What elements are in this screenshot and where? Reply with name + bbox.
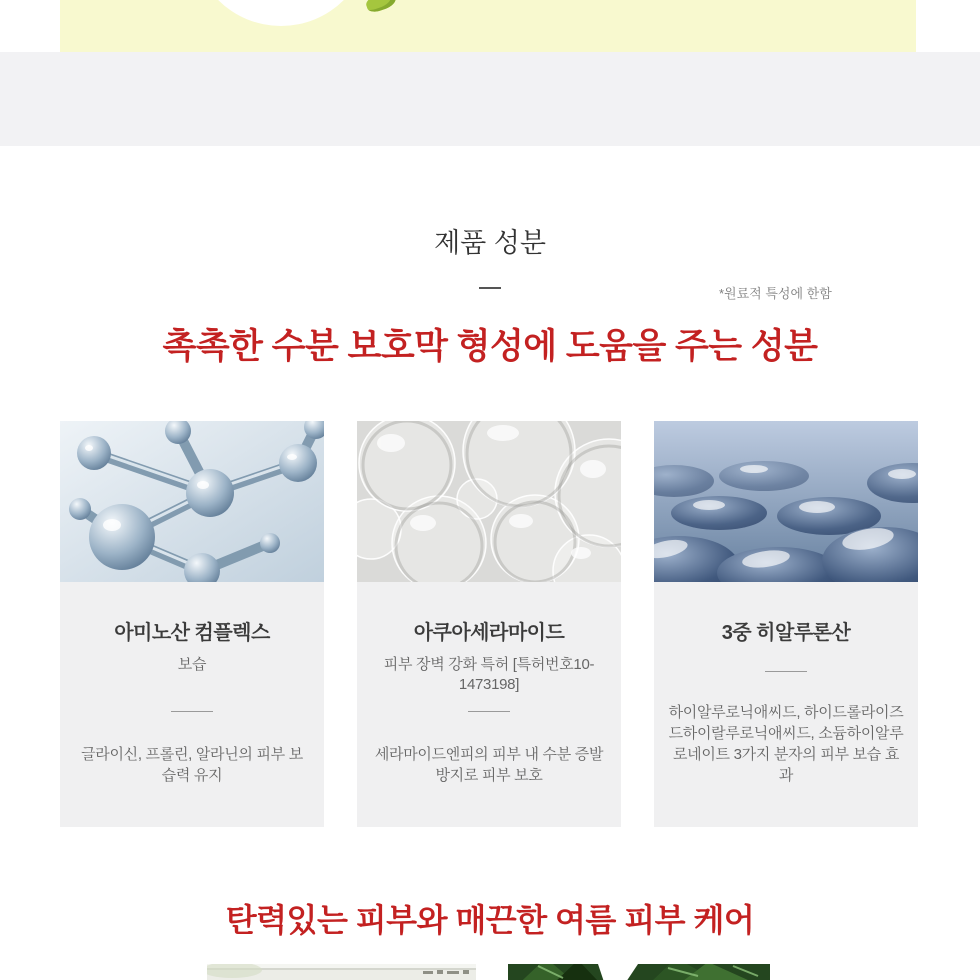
card-title: 아미노산 컴플렉스: [114, 622, 270, 644]
card-divider: [765, 671, 807, 672]
card-description: 글라이신, 프롤린, 알라닌의 피부 보습력 유지: [81, 746, 303, 784]
molecule-structure-photo: [60, 421, 324, 582]
card-divider: [171, 711, 213, 712]
title-dash-divider: [479, 287, 501, 289]
product-photo-cropped: [207, 964, 476, 980]
card-title: 3중 히알루론산: [721, 622, 851, 644]
section-divider-band: [0, 52, 980, 146]
ingredient-card-aqua-ceramide: [357, 421, 621, 827]
card-text-panel: [654, 582, 918, 827]
clear-bubbles-photo: [357, 421, 621, 582]
summer-care-headline: 탄력있는 피부와 매끈한 여름 피부 케어: [225, 902, 755, 938]
ingredients-headline: 촉촉한 수분 보호막 형성에 도움을 주는 성분: [162, 327, 818, 366]
card-description: 하이알루로닉애씨드, 하이드롤라이즈드하이랄루로닉애씨드, 소듐하이알루로네이트 3가지 분자의 피부 보습 효과: [668, 704, 904, 784]
blue-water-drops-photo: [654, 421, 918, 582]
green-leaves-photo-cropped: [508, 964, 770, 980]
leaf-graphic: [364, 0, 397, 14]
footnote: *원료적 특성에 한함: [719, 286, 832, 301]
card-title: 아쿠아세라마이드: [413, 622, 565, 644]
banner-circle-graphic: [192, 0, 370, 26]
card-description: 세라마이드엔피의 피부 내 수분 증발 방지로 피부 보호: [374, 746, 604, 784]
card-divider: [468, 711, 510, 712]
card-text-panel: [357, 582, 621, 827]
ingredient-card-amino-acid: [60, 421, 324, 827]
ingredient-card-hyaluronic: [654, 421, 918, 827]
top-banner: [60, 0, 916, 52]
card-subtitle: 피부 장벽 강화 특허 [특허번호10-1473198]: [383, 656, 595, 693]
card-subtitle: 보습: [177, 656, 207, 673]
card-text-panel: [60, 582, 324, 827]
ingredient-cards: [60, 421, 918, 827]
section-title: 제품 성분: [434, 228, 546, 258]
